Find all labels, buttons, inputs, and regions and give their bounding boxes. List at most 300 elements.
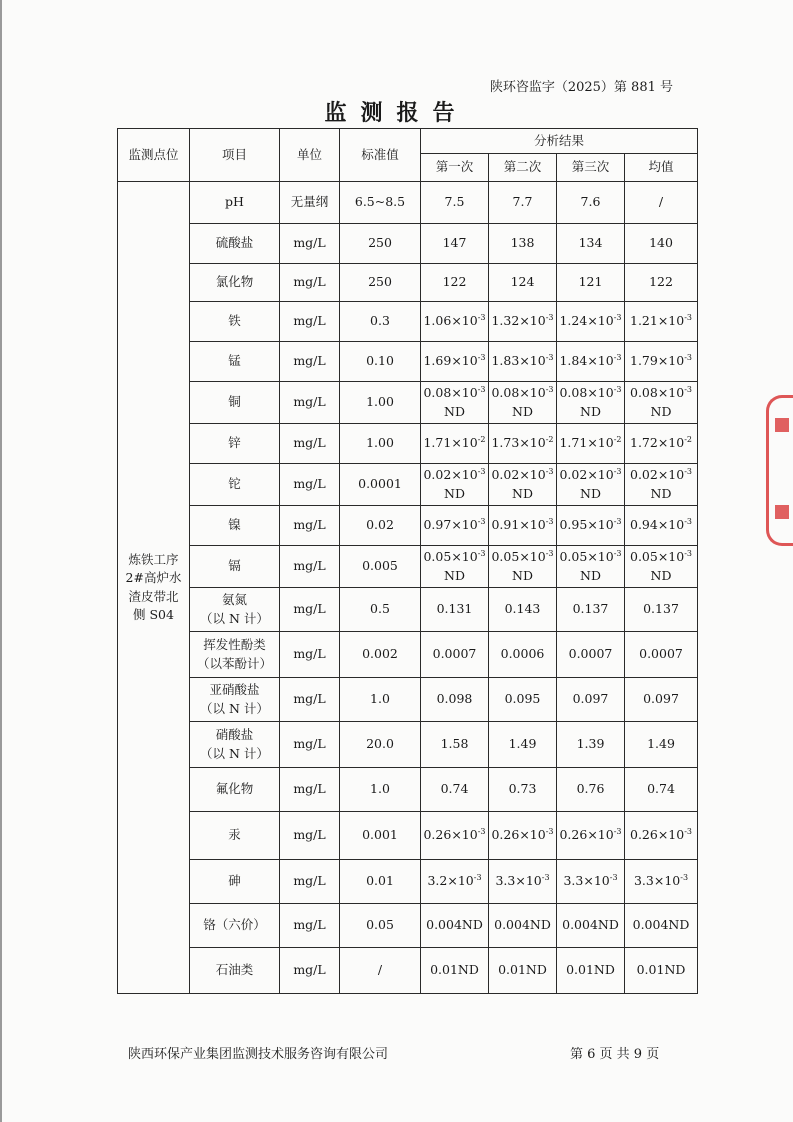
- result-nd-flag: ND: [444, 567, 465, 583]
- result-mantissa: 0.05×10: [491, 549, 546, 565]
- result-exponent: -3: [545, 467, 554, 477]
- item-line: 硫酸盐: [215, 235, 254, 251]
- result-cell: [557, 424, 625, 464]
- result-cell: [421, 224, 489, 264]
- result-mantissa: 3.2×10: [427, 873, 474, 889]
- result-mantissa: 0.02×10: [559, 467, 614, 483]
- result-cell: [489, 678, 557, 722]
- unit-cell: mg/L: [280, 768, 340, 812]
- result-cell: [557, 546, 625, 588]
- standard-cell: 0.001: [340, 812, 421, 860]
- item-cell: [190, 224, 280, 264]
- result-cell: [625, 506, 698, 546]
- result-mantissa: 3.3×10: [563, 873, 610, 889]
- footer-page-number: 第 6 页 共 9 页: [570, 1047, 660, 1062]
- result-cell: [557, 768, 625, 812]
- result-cell: [625, 768, 698, 812]
- standard-cell: 1.00: [340, 382, 421, 424]
- result-cell: [489, 264, 557, 302]
- result-mantissa: 0.0007: [432, 646, 477, 662]
- item-cell: [190, 506, 280, 546]
- result-cell: [421, 182, 489, 224]
- result-cell: [557, 860, 625, 904]
- result-value: [489, 548, 556, 566]
- result-cell: [557, 302, 625, 342]
- item-line: 氨氮: [221, 592, 247, 608]
- table-row: [118, 768, 698, 812]
- result-value: [557, 735, 624, 753]
- result-exponent: -3: [609, 873, 618, 883]
- result-value: [557, 384, 624, 402]
- result-value: [557, 780, 624, 798]
- result-cell: [625, 182, 698, 224]
- standard-cell: 6.5~8.5: [340, 182, 421, 224]
- unit-cell: mg/L: [280, 264, 340, 302]
- table-row: [118, 588, 698, 632]
- item-cell: [190, 904, 280, 948]
- result-mantissa: 0.0006: [500, 646, 545, 662]
- result-cell: [489, 948, 557, 994]
- result-mantissa: 0.098: [436, 691, 473, 707]
- result-mantissa: 0.94×10: [630, 517, 685, 533]
- result-value: [421, 735, 488, 753]
- item-cell: [190, 342, 280, 382]
- table-row: [118, 382, 698, 424]
- item-line: 铊: [228, 476, 241, 492]
- standard-cell: 250: [340, 224, 421, 264]
- result-exponent: -3: [613, 353, 622, 363]
- result-cell: [489, 424, 557, 464]
- item-line: （以苯酚计）: [196, 655, 272, 671]
- result-value: [421, 273, 488, 291]
- result-cell: [421, 506, 489, 546]
- item-line: 锌: [228, 435, 241, 451]
- result-nd-flag: ND: [650, 485, 672, 501]
- result-mantissa: 0.01ND: [636, 962, 686, 978]
- result-exponent: -3: [477, 353, 486, 363]
- unit-cell: mg/L: [280, 506, 340, 546]
- unit-cell: mg/L: [280, 342, 340, 382]
- result-mantissa: 0.26×10: [630, 827, 685, 843]
- item-line: pH: [225, 194, 244, 210]
- item-line: 氟化物: [215, 781, 254, 797]
- unit-cell: mg/L: [280, 722, 340, 768]
- result-cell: [557, 464, 625, 506]
- item-line: 砷: [228, 873, 241, 889]
- unit-cell: mg/L: [280, 546, 340, 588]
- result-value: [557, 434, 624, 452]
- result-nd-flag: ND: [512, 403, 533, 419]
- result-mantissa: 0.004ND: [562, 917, 619, 933]
- result-cell: [421, 588, 489, 632]
- table-row: [118, 904, 698, 948]
- result-cell: [489, 588, 557, 632]
- result-value: [625, 273, 697, 291]
- result-value: [557, 645, 624, 663]
- result-mantissa: 0.08×10: [491, 385, 546, 401]
- result-nd-flag: ND: [444, 485, 465, 501]
- result-exponent: -3: [613, 549, 622, 559]
- result-mantissa: 1.71×10: [423, 435, 478, 451]
- result-value: [557, 352, 624, 370]
- result-cell: [489, 506, 557, 546]
- result-exponent: -3: [477, 467, 486, 477]
- result-cell: [421, 424, 489, 464]
- result-mantissa: 1.73×10: [491, 435, 546, 451]
- item-line: （以 N 计）: [200, 745, 269, 761]
- site-line: 炼铁工序: [128, 552, 179, 568]
- report-title: 监测报告: [324, 100, 469, 126]
- result-value: [489, 516, 556, 534]
- result-cell: [557, 264, 625, 302]
- result-mantissa: 0.05×10: [630, 549, 685, 565]
- table-row: [118, 678, 698, 722]
- result-value: [625, 466, 697, 484]
- table-row: [118, 424, 698, 464]
- result-mantissa: 0.02×10: [630, 467, 685, 483]
- result-mantissa: 1.24×10: [559, 313, 614, 329]
- result-mantissa: 1.49: [508, 736, 537, 752]
- table-row: [118, 342, 698, 382]
- result-cell: [557, 632, 625, 678]
- result-cell: [489, 182, 557, 224]
- result-value: [489, 735, 556, 753]
- result-exponent: -3: [613, 517, 622, 527]
- result-mantissa: 121: [578, 274, 603, 290]
- unit-cell: mg/L: [280, 382, 340, 424]
- unit-cell: mg/L: [280, 948, 340, 994]
- result-mantissa: 1.39: [576, 736, 605, 752]
- result-cell: [625, 904, 698, 948]
- result-mantissa: 0.01ND: [430, 962, 479, 978]
- standard-cell: 0.005: [340, 546, 421, 588]
- result-value: [421, 548, 488, 566]
- unit-cell: mg/L: [280, 860, 340, 904]
- result-cell: [625, 812, 698, 860]
- result-cell: [421, 342, 489, 382]
- result-mantissa: 0.26×10: [559, 827, 614, 843]
- standard-cell: 0.05: [340, 904, 421, 948]
- header-analysis-results: 分析结果: [421, 129, 698, 154]
- item-line: 硝酸盐: [215, 727, 254, 743]
- result-mantissa: 0.26×10: [423, 827, 478, 843]
- result-cell: [489, 632, 557, 678]
- item-cell: [190, 678, 280, 722]
- result-cell: [421, 678, 489, 722]
- result-value: [625, 690, 697, 708]
- results-body: [118, 182, 698, 994]
- result-mantissa: 1.21×10: [630, 313, 685, 329]
- result-value: [557, 273, 624, 291]
- result-value: [489, 312, 556, 330]
- seal-mark: [775, 505, 789, 519]
- result-mantissa: 0.95×10: [559, 517, 614, 533]
- result-cell: [557, 382, 625, 424]
- item-cell: [190, 264, 280, 302]
- result-mantissa: 122: [649, 274, 673, 290]
- result-mantissa: 0.01ND: [498, 962, 547, 978]
- report-reference-number: 陕环咨监字（2025）第 881 号: [489, 80, 673, 95]
- result-value: [421, 826, 488, 844]
- unit-cell: mg/L: [280, 588, 340, 632]
- result-cell: [625, 588, 698, 632]
- site-line: 渣皮带北: [128, 588, 179, 604]
- item-line: （以 N 计）: [200, 700, 269, 716]
- result-mantissa: 0.01ND: [566, 962, 615, 978]
- result-mantissa: 0.08×10: [423, 385, 478, 401]
- result-cell: [421, 812, 489, 860]
- result-value: [625, 735, 697, 753]
- result-cell: [489, 722, 557, 768]
- result-value: [421, 434, 488, 452]
- table-row: [118, 224, 698, 264]
- monitoring-site-cell: [118, 182, 190, 994]
- result-mantissa: 0.095: [504, 691, 541, 707]
- result-value: [625, 826, 697, 844]
- unit-cell: mg/L: [280, 904, 340, 948]
- result-mantissa: 7.7: [512, 194, 533, 210]
- unit-cell: 无量纲: [280, 182, 340, 224]
- result-mantissa: 124: [510, 274, 535, 290]
- result-value: [557, 600, 624, 618]
- result-mantissa: 0.76: [576, 781, 605, 797]
- result-exponent: -3: [684, 385, 693, 395]
- result-nd-flag: ND: [512, 485, 533, 501]
- result-exponent: -3: [477, 549, 486, 559]
- header-item: 项目: [190, 129, 280, 182]
- result-cell: [557, 948, 625, 994]
- result-value: [625, 234, 697, 252]
- result-mantissa: 0.004ND: [632, 917, 690, 933]
- item-cell: [190, 588, 280, 632]
- result-exponent: -3: [477, 517, 486, 527]
- result-cell: [625, 948, 698, 994]
- result-mantissa: 1.72×10: [630, 435, 685, 451]
- result-cell: [625, 722, 698, 768]
- result-mantissa: 134: [578, 235, 603, 251]
- result-mantissa: 0.74: [440, 781, 469, 797]
- standard-cell: 0.002: [340, 632, 421, 678]
- result-value: [557, 961, 624, 979]
- item-line: 亚硝酸盐: [209, 682, 260, 698]
- result-exponent: -3: [680, 873, 689, 883]
- item-line: 镍: [228, 517, 241, 533]
- result-value: [421, 234, 488, 252]
- result-nd-flag: ND: [650, 403, 672, 419]
- site-line: 2#高炉水: [125, 570, 182, 586]
- result-cell: [489, 464, 557, 506]
- result-mantissa: 0.02×10: [491, 467, 546, 483]
- item-line: 氯化物: [215, 274, 254, 290]
- result-cell: [489, 382, 557, 424]
- table-row: [118, 860, 698, 904]
- result-cell: [625, 342, 698, 382]
- result-exponent: -3: [477, 827, 486, 837]
- item-cell: [190, 302, 280, 342]
- table-row: [118, 632, 698, 678]
- result-exponent: -3: [477, 385, 486, 395]
- result-exponent: -3: [684, 827, 693, 837]
- result-nd-flag: ND: [512, 567, 533, 583]
- result-value: [625, 193, 697, 211]
- result-value: [625, 434, 697, 452]
- item-cell: [190, 546, 280, 588]
- result-mantissa: 1.83×10: [491, 353, 546, 369]
- result-mantissa: 1.49: [647, 736, 675, 752]
- result-mantissa: 1.79×10: [630, 353, 685, 369]
- result-value: [489, 872, 556, 890]
- result-mantissa: 7.6: [580, 194, 601, 210]
- result-cell: [489, 224, 557, 264]
- result-mantissa: 0.02×10: [423, 467, 478, 483]
- result-exponent: -3: [613, 827, 622, 837]
- header-third: 第三次: [557, 154, 625, 182]
- result-value: [625, 961, 697, 979]
- unit-cell: mg/L: [280, 632, 340, 678]
- result-exponent: -3: [545, 313, 554, 323]
- standard-cell: 1.0: [340, 678, 421, 722]
- result-mantissa: 0.74: [647, 781, 675, 797]
- result-mantissa: 147: [442, 235, 467, 251]
- result-value: [557, 312, 624, 330]
- result-mantissa: 1.69×10: [423, 353, 478, 369]
- standard-cell: 0.5: [340, 588, 421, 632]
- standard-cell: 20.0: [340, 722, 421, 768]
- result-mantissa: 0.0007: [568, 646, 613, 662]
- standard-cell: 0.02: [340, 506, 421, 546]
- result-mantissa: 122: [442, 274, 467, 290]
- result-value: [489, 780, 556, 798]
- table-row: [118, 464, 698, 506]
- result-value: [625, 516, 697, 534]
- result-value: [421, 916, 488, 934]
- item-cell: [190, 382, 280, 424]
- result-mantissa: 0.73: [508, 781, 537, 797]
- result-value: [421, 690, 488, 708]
- result-exponent: -3: [684, 467, 693, 477]
- result-mantissa: 0.004ND: [426, 917, 483, 933]
- header-average: 均值: [625, 154, 698, 182]
- result-value: [625, 548, 697, 566]
- result-cell: [557, 812, 625, 860]
- result-value: [421, 872, 488, 890]
- header-second: 第二次: [489, 154, 557, 182]
- result-cell: [489, 860, 557, 904]
- result-exponent: -3: [477, 313, 486, 323]
- result-value: [625, 384, 697, 402]
- table-row: [118, 506, 698, 546]
- result-exponent: -3: [613, 467, 622, 477]
- result-mantissa: 1.84×10: [559, 353, 614, 369]
- result-value: [557, 193, 624, 211]
- result-value: [557, 690, 624, 708]
- footer-company: 陕西环保产业集团监测技术服务咨询有限公司: [128, 1047, 389, 1062]
- result-value: [489, 466, 556, 484]
- result-value: [421, 466, 488, 484]
- result-nd-flag: ND: [580, 485, 601, 501]
- result-mantissa: 0.08×10: [630, 385, 685, 401]
- result-cell: [557, 506, 625, 546]
- standard-cell: 0.0001: [340, 464, 421, 506]
- result-exponent: -2: [545, 435, 554, 445]
- result-exponent: -3: [613, 385, 622, 395]
- result-value: [489, 434, 556, 452]
- result-cell: [489, 768, 557, 812]
- result-mantissa: 1.06×10: [423, 313, 478, 329]
- unit-cell: mg/L: [280, 812, 340, 860]
- result-exponent: -2: [613, 435, 622, 445]
- result-value: [421, 384, 488, 402]
- item-line: 铬（六价）: [203, 917, 266, 933]
- item-line: 挥发性酚类: [203, 637, 266, 653]
- header-standard: 标准值: [340, 129, 421, 182]
- result-cell: [489, 302, 557, 342]
- result-mantissa: 0.05×10: [559, 549, 614, 565]
- result-mantissa: 0.131: [436, 601, 473, 617]
- unit-cell: mg/L: [280, 424, 340, 464]
- result-value: [625, 645, 697, 663]
- result-value: [625, 872, 697, 890]
- standard-cell: 0.3: [340, 302, 421, 342]
- result-value: [489, 826, 556, 844]
- result-cell: [625, 224, 698, 264]
- result-value: [625, 352, 697, 370]
- result-nd-flag: ND: [580, 567, 601, 583]
- result-cell: [625, 382, 698, 424]
- standard-cell: /: [340, 948, 421, 994]
- result-cell: [557, 678, 625, 722]
- result-value: [489, 600, 556, 618]
- result-cell: [421, 382, 489, 424]
- result-exponent: -3: [545, 517, 554, 527]
- result-value: [557, 548, 624, 566]
- result-value: [625, 600, 697, 618]
- result-cell: [421, 948, 489, 994]
- result-value: [625, 916, 697, 934]
- result-value: [557, 516, 624, 534]
- result-value: [489, 193, 556, 211]
- item-cell: [190, 632, 280, 678]
- item-cell: [190, 182, 280, 224]
- result-mantissa: 0.137: [572, 601, 609, 617]
- result-cell: [557, 588, 625, 632]
- result-mantissa: 0.143: [504, 601, 541, 617]
- result-cell: [625, 302, 698, 342]
- result-mantissa: 0.097: [572, 691, 609, 707]
- result-mantissa: 140: [649, 235, 673, 251]
- header-unit: 单位: [280, 129, 340, 182]
- result-cell: [421, 904, 489, 948]
- result-exponent: -3: [684, 549, 693, 559]
- item-cell: [190, 860, 280, 904]
- header-first: 第一次: [421, 154, 489, 182]
- item-line: 锰: [228, 353, 241, 369]
- result-value: [421, 516, 488, 534]
- result-mantissa: 138: [510, 235, 535, 251]
- result-mantissa: 0.91×10: [491, 517, 546, 533]
- result-value: [557, 916, 624, 934]
- result-mantissa: 3.3×10: [633, 873, 681, 889]
- result-cell: [421, 302, 489, 342]
- standard-cell: 250: [340, 264, 421, 302]
- table-row: [118, 182, 698, 224]
- unit-cell: mg/L: [280, 678, 340, 722]
- monitoring-results-table: [117, 128, 698, 994]
- result-cell: [557, 182, 625, 224]
- result-value: [557, 826, 624, 844]
- result-cell: [625, 264, 698, 302]
- header-site: 监测点位: [118, 129, 190, 182]
